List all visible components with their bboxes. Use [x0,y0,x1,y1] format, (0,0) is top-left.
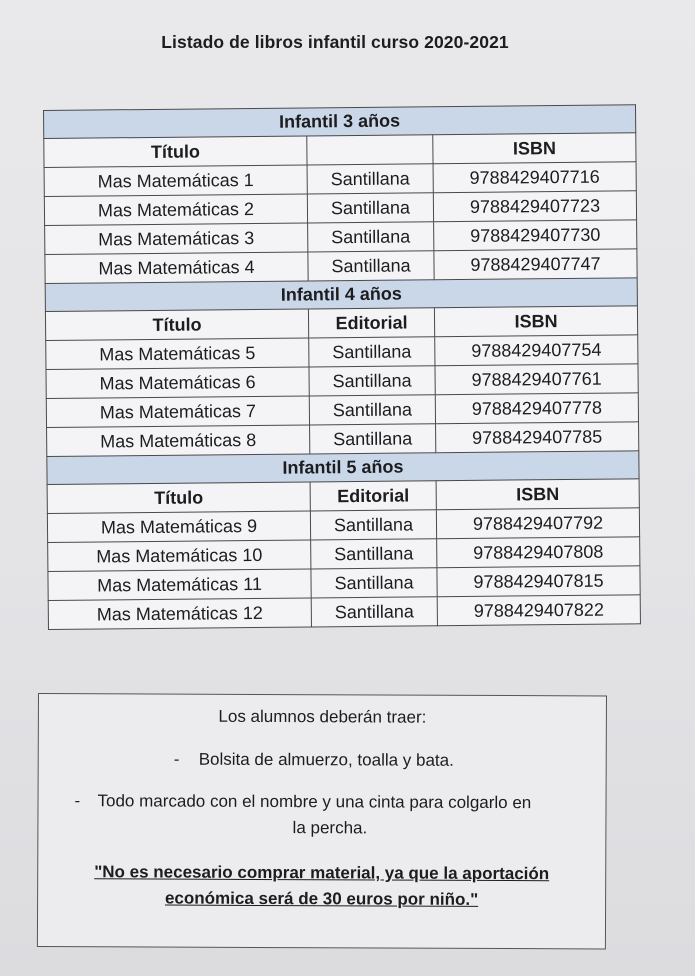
section-heading: Infantil 4 años [45,278,637,312]
book-title: Mas Matemáticas 8 [47,425,310,457]
note-intro: Los alumnos deberán traer: [218,706,427,727]
column-header-isbn: ISBN [434,306,637,337]
note-item-lunch: Bolsita de almuerzo, toalla y bata. [198,749,454,770]
column-header-title: Título [47,482,310,514]
book-isbn: 9788429407723 [433,191,636,222]
book-isbn: 9788429407761 [435,364,638,395]
section-heading: Infantil 5 años [47,451,639,485]
book-isbn: 9788429407778 [435,393,638,424]
book-title: Mas Matemáticas 12 [48,598,311,630]
column-header-publisher: Editorial [310,481,436,511]
book-title: Mas Matemáticas 5 [46,338,309,370]
book-title: Mas Matemáticas 10 [48,540,311,572]
bullet-marker: - [74,791,81,811]
table-row [48,595,640,630]
book-publisher: Santillana [310,510,436,540]
book-title: Mas Matemáticas 6 [46,367,309,399]
book-isbn: 9788429407815 [437,566,640,597]
book-publisher: Santillana [311,568,437,598]
bullet-marker: - [173,749,180,769]
book-publisher: Santillana [309,366,435,396]
book-publisher: Santillana [308,222,434,252]
book-title: Mas Matemáticas 3 [45,223,308,255]
page-title: Listado de libros infantil curso 2020-2021 [161,32,509,52]
column-header-title: Título [44,136,307,168]
requirements-note-box [37,693,607,949]
column-header-publisher: Editorial [308,308,434,338]
book-title: Mas Matemáticas 11 [48,569,311,601]
book-isbn: 9788429407716 [433,162,636,193]
book-title: Mas Matemáticas 9 [47,511,310,543]
book-list-sheet [43,104,640,630]
book-title: Mas Matemáticas 7 [46,396,309,428]
note-emphasis-line-1: "No es necesario comprar material, ya que la aportación [94,862,550,884]
note-item-labelling-cont: la percha. [292,818,368,838]
book-isbn: 9788429407785 [436,422,639,453]
book-isbn: 9788429407808 [437,537,640,568]
book-isbn: 9788429407747 [434,249,637,280]
column-header-publisher [307,135,433,165]
book-publisher: Santillana [309,337,435,367]
column-header-isbn: ISBN [436,479,639,510]
book-list-table [43,104,641,630]
book-publisher: Santillana [310,424,436,454]
book-publisher: Santillana [309,395,435,425]
book-publisher: Santillana [311,597,437,627]
book-isbn: 9788429407730 [434,220,637,251]
book-title: Mas Matemáticas 2 [44,194,307,226]
book-publisher: Santillana [311,539,437,569]
book-publisher: Santillana [307,164,433,194]
book-publisher: Santillana [308,251,434,281]
note-emphasis-line-2: económica será de 30 euros por niño." [164,888,479,909]
note-item-labelling: Todo marcado con el nombre y una cinta para colgarlo en [97,791,532,813]
column-header-isbn: ISBN [433,133,636,164]
column-header-title: Título [45,309,308,341]
book-isbn: 9788429407792 [436,508,639,539]
book-title: Mas Matemáticas 4 [45,252,308,284]
book-isbn: 9788429407822 [437,595,640,626]
book-isbn: 9788429407754 [435,335,638,366]
book-title: Mas Matemáticas 1 [44,165,307,197]
book-publisher: Santillana [307,193,433,223]
section-heading: Infantil 3 años [44,105,636,139]
